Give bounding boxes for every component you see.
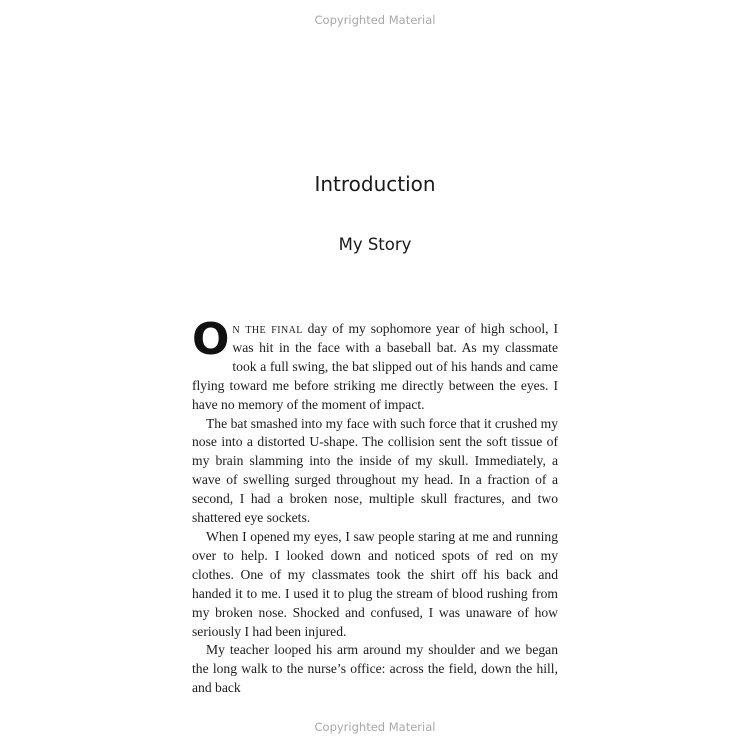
paragraph-2: The bat smashed into my face with such force that it crushed my nose into a distorted U-shape. The collision sent the soft tissue of my brain slamming into the inside of my skull. Immediately, a wave of swelling surged throughout my head. In a fraction of a second, I had a broken nose, multiple skull fractures, and two shattered eye sockets. — [192, 415, 558, 526]
chapter-subtitle: My Story — [338, 235, 412, 254]
paragraph-1 — [192, 314, 558, 415]
paragraph-4: My teacher looped his arm around my shoulder and we began the long walk to the nurse’s office: across the field, down the hill, and back — [192, 642, 558, 696]
copyright-watermark-top: Copyrighted Material — [314, 13, 436, 27]
paragraph-3: When I opened my eyes, I saw people staring at me and running over to help. I looked down and noticed spots of red on my clothes. One of my classmates took the shirt off his back and handed it to me. I used it to plug the stream of blood rushing from my broken nose. Shocked and confused, I was unaware of how seriously I had been injured. — [192, 528, 558, 639]
drop-cap: O — [192, 314, 230, 365]
body-text — [192, 314, 558, 698]
lead-in-small-caps: n the final — [232, 321, 303, 336]
chapter-title: Introduction — [314, 172, 436, 196]
copyright-watermark-bottom: Copyrighted Material — [314, 720, 436, 734]
paragraph-1-text: day of my sophomore year of high school, I was hit in the face with a baseball bat. As my classmate took a full swing, the bat slipped out of his hands and came flying toward me before striking me directly between the eyes. I have no memory of the moment of impact. — [192, 321, 558, 412]
